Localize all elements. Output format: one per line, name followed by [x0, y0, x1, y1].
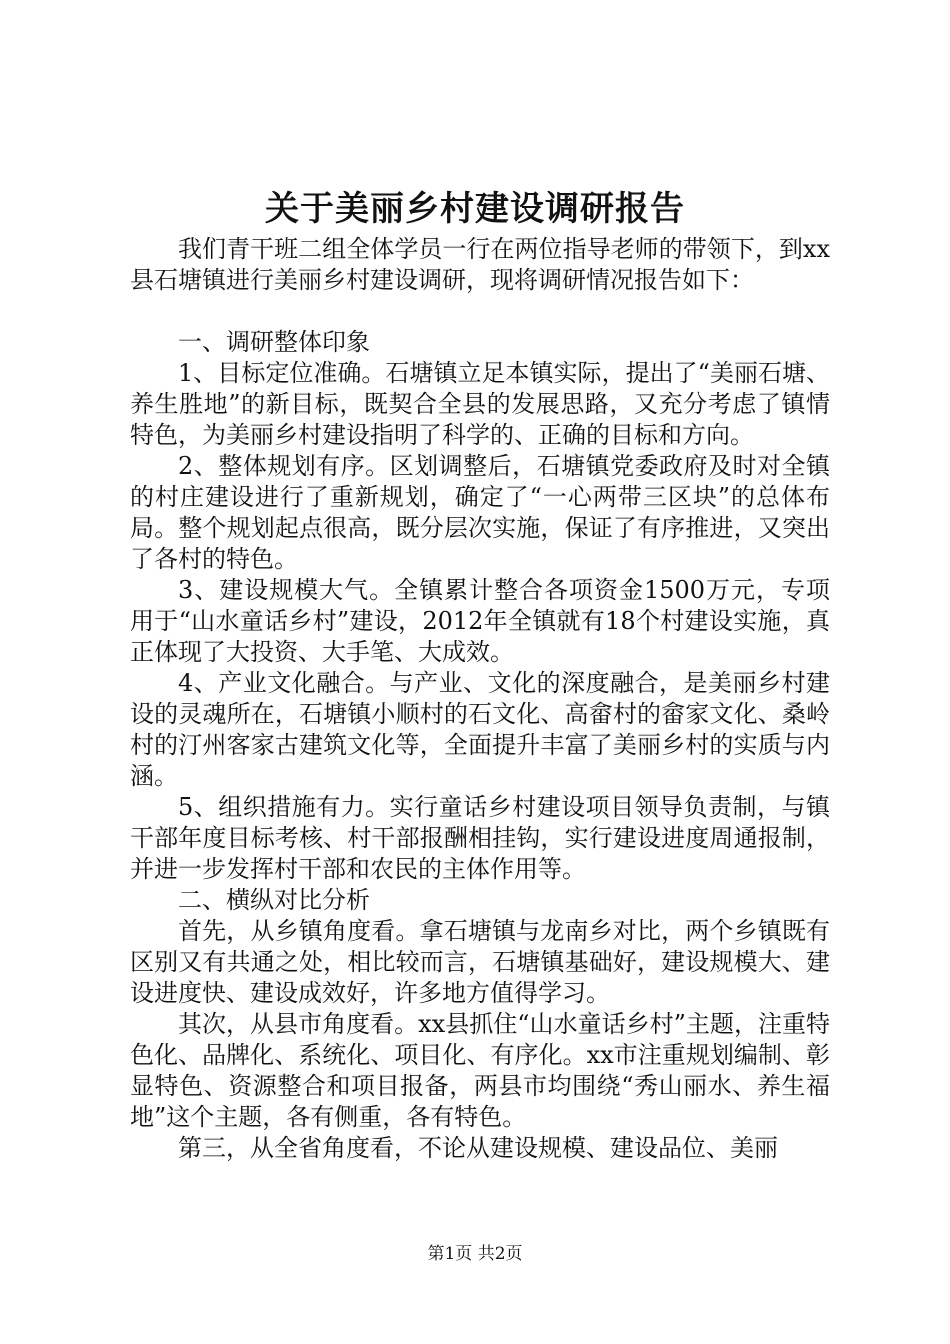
comparison-paragraph: 首先，从乡镇角度看。拿石塘镇与龙南乡对比，两个乡镇既有区别又有共通之处，相比较而言，石塘镇基础好，建设规模大、建设进度快、建设成效好，许多地方值得学习。	[130, 917, 830, 1007]
page-footer: 第1页 共2页	[427, 1244, 523, 1264]
comparison-paragraph: 第三，从全省角度看，不论从建设规模、建设品位、美丽	[178, 1134, 778, 1162]
intro-paragraph: 我们青干班二组全体学员一行在两位指导老师的带领下，到xx县石塘镇进行美丽乡村建设调研，现将调研情况报告如下：	[130, 235, 830, 294]
list-item: 2、整体规划有序。区划调整后，石塘镇党委政府及时对全镇的村庄建设进行了重新规划，确定了“一心两带三区块”的总体布局。整个规划起点很高，既分层次实施，保证了有序推进，又突出了各村的特色。	[130, 452, 830, 573]
list-item: 4、产业文化融合。与产业、文化的深度融合，是美丽乡村建设的灵魂所在，石塘镇小顺村的石文化、高畲村的畲家文化、桑岭村的汀州客家古建筑文化等，全面提升丰富了美丽乡村的实质与内涵。	[130, 669, 830, 790]
list-item: 3、建设规模大气。全镇累计整合各项资金1500万元，专项用于“山水童话乡村”建设，2012年全镇就有18个村建设实施，真正体现了大投资、大手笔、大成效。	[130, 576, 830, 666]
section-heading-impression: 一、调研整体印象	[178, 328, 370, 356]
list-item: 1、目标定位准确。石塘镇立足本镇实际，提出了“美丽石塘、养生胜地”的新目标，既契合全县的发展思路，又充分考虑了镇情特色，为美丽乡村建设指明了科学的、正确的目标和方向。	[130, 359, 830, 449]
document-title: 关于美丽乡村建设调研报告	[265, 189, 685, 229]
list-item: 5、组织措施有力。实行童话乡村建设项目领导负责制，与镇干部年度目标考核、村干部报酬相挂钩，实行建设进度周通报制，并进一步发挥村干部和农民的主体作用等。	[130, 793, 830, 883]
comparison-paragraph: 其次，从县市角度看。xx县抓住“山水童话乡村”主题，注重特色化、品牌化、系统化、项目化、有序化。xx市注重规划编制、彰显特色、资源整合和项目报备，两县市均围绕“秀山丽水、养生福地”这个主题，各有侧重，各有特色。	[130, 1010, 830, 1131]
document-body	[130, 234, 830, 1164]
blank-line	[130, 296, 830, 327]
section-heading-comparison: 二、横纵对比分析	[178, 886, 370, 914]
